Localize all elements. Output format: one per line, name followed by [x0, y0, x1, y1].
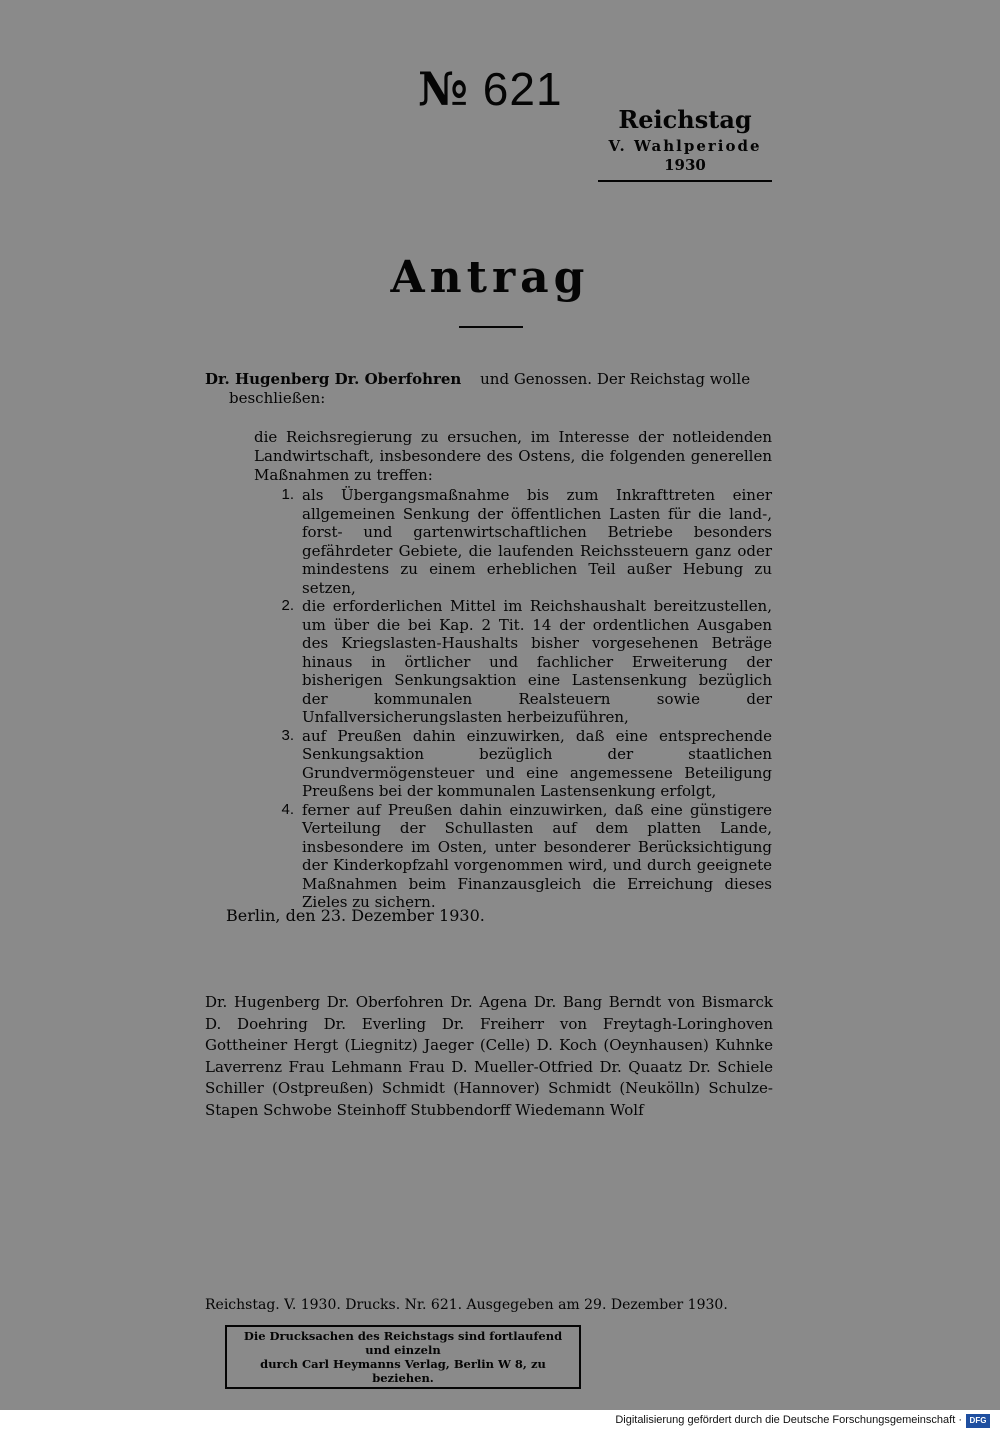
intro-text: und Genossen. Der Reichstag wolle	[480, 370, 751, 388]
item-number: 3.	[281, 726, 294, 744]
item-text: als Übergangsmaßnahme bis zum Inkrafttreten einer allgemeinen Senkung der öffentlichen Lasten für die land-, forst- und gartenwirtschaftlichen Betriebe besonders gefährdeter Gebiete, die laufenden Reichssteuern ganz oder mindestens zu einem erheblichen Teil außer Hebung zu setzen,	[302, 486, 772, 597]
item-number: 2.	[281, 597, 294, 614]
election-period: V. Wahlperiode	[608, 137, 762, 155]
item-number: 1.	[281, 486, 294, 503]
place-date: Berlin, den 23. Dezember 1930.	[226, 906, 485, 925]
number-symbol: №	[418, 62, 469, 116]
funding-credit: Digitalisierung gefördert durch die Deutsche Forschungsgemeinschaft ·	[615, 1414, 962, 1426]
document-number	[418, 62, 563, 116]
footer-notice-line: Die Drucksachen des Reichstags sind fortlaufend und einzeln	[243, 1329, 563, 1357]
list-item	[254, 486, 772, 597]
intro-paragraph	[205, 370, 775, 408]
header-box	[598, 104, 772, 182]
page-title: Antrag	[390, 252, 590, 303]
item-text: auf Preußen dahin einzuwirken, daß eine entsprechende Senkungsaktion bezüglich der staatlichen Grundvermögensteuer und eine angemessene Beteiligung Preußens bei der kommunalen Lastensenkung erfolgt,	[302, 726, 772, 800]
list-item	[254, 727, 772, 801]
intro-text-continued: beschließen:	[229, 389, 326, 407]
footer-notice-box	[225, 1325, 581, 1389]
item-text: ferner auf Preußen dahin einzuwirken, daß eine günstigere Verteilung der Schullasten auf dem platten Lande, insbesondere im Osten, unter besonderer Berücksichtigung der Kinderkopfzahl vorgenommen wird, und durch geeignete Maßnahmen beim Finanzausgleich die Erreichung dieses Zieles zu sichern.	[302, 800, 772, 911]
institution-name: Reichstag	[618, 105, 752, 134]
number-value: 621	[482, 63, 563, 115]
list-item	[254, 801, 772, 912]
title-rule	[459, 326, 523, 328]
measures-list	[254, 486, 772, 912]
dfg-logo: DFG	[966, 1414, 990, 1428]
header-year: 1930	[664, 156, 706, 174]
request-paragraph: die Reichsregierung zu ersuchen, im Interesse der notleidenden Landwirtschaft, insbesondere des Ostens, die folgenden generellen Maßnahmen zu treffen:	[254, 428, 772, 484]
item-number: 4.	[281, 800, 294, 818]
footer-imprint: Reichstag. V. 1930. Drucks. Nr. 621. Ausgegeben am 29. Dezember 1930.	[205, 1297, 728, 1313]
footer-notice-line: durch Carl Heymanns Verlag, Berlin W 8, zu beziehen.	[260, 1357, 546, 1385]
item-text: die erforderlichen Mittel im Reichshaushalt bereitzustellen, um über die bei Kap. 2 Tit. 14 der ordentlichen Ausgaben des Kriegslasten-Haushalts bisher vorgesehenen Beträge hinaus in örtlicher und fachlicher Erweiterung der bisherigen Senkungsaktion eine Lastensenkung bezüglich der kommunalen Realsteuern sowie der Unfallversicherungslasten herbeizuführen,	[302, 597, 772, 726]
signatories: Dr. Hugenberg Dr. Oberfohren Dr. Agena Dr. Bang Berndt von Bismarck D. Doehring Dr. Everling Dr. Freiherr von Freytagh-Loringhoven Gottheiner Hergt (Liegnitz) Jaeger (Celle) D. Koch (Oeynhausen) Kuhnke Laverrenz Frau Lehmann Frau D. Mueller-Otfried Dr. Quaatz Dr. Schiele Schiller (Ostpreußen) Schmidt (Hannover) Schmidt (Neukölln) Schulze-Stapen Schwobe Steinhoff Stubbendorff Wiedemann Wolf	[205, 993, 773, 1119]
header-rule	[598, 180, 772, 182]
intro-authors: Dr. Hugenberg Dr. Oberfohren	[205, 370, 462, 388]
list-item	[254, 597, 772, 727]
